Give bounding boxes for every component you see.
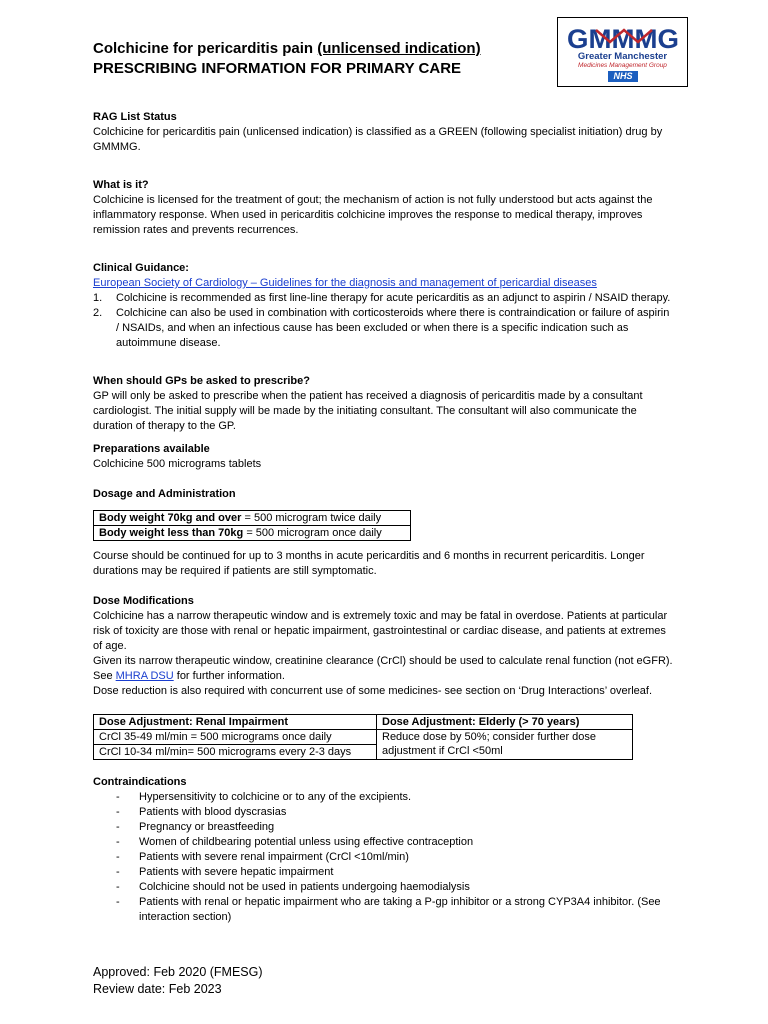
modifications-heading: Dose Modifications (93, 595, 194, 607)
list-item (93, 820, 673, 835)
svg-text:GMMMG: GMMMG (567, 24, 679, 52)
table-row (94, 730, 633, 745)
what-heading: What is it? (93, 179, 149, 191)
document-body (93, 110, 673, 925)
gmmmg-logo (557, 17, 688, 87)
list-item-text: Patients with severe hepatic impairment (139, 866, 334, 878)
logo-line-2: Medicines Management Group (578, 62, 667, 69)
renal-header: Dose Adjustment: Renal Impairment (94, 715, 377, 730)
list-item-text: Colchicine is recommended as first line-line therapy for acute pericarditis as an adjunct to aspirin / NSAID therapy. (116, 292, 671, 304)
list-item-text: Women of childbearing potential unless using effective contraception (139, 836, 474, 848)
dosage-cell (94, 511, 411, 526)
dosage-table (93, 510, 411, 541)
dash-bullet: - (116, 836, 120, 848)
dose-adjustment-table (93, 714, 633, 760)
elderly-header: Dose Adjustment: Elderly (> 70 years) (377, 715, 633, 730)
document-subtitle: PRESCRIBING INFORMATION FOR PRIMARY CARE (93, 60, 462, 77)
list-item-text: Patients with severe renal impairment (CrCl <10ml/min) (139, 851, 409, 863)
document-title (93, 40, 481, 58)
nhs-badge: NHS (608, 71, 638, 82)
mhra-dsu-link[interactable]: MHRA DSU (115, 670, 174, 682)
list-item-text: Hypersensitivity to colchicine or to any of the excipients. (139, 791, 412, 803)
clinical-heading: Clinical Guidance: (93, 262, 189, 274)
table-row (94, 526, 411, 541)
dosage-value: = 500 microgram once daily (243, 527, 382, 539)
logo-line-1: Greater Manchester (577, 51, 668, 62)
rag-heading: RAG List Status (93, 111, 177, 123)
renal-cell (94, 745, 377, 760)
what-text: Colchicine is licensed for the treatment of gout; the mechanism of action is not fully understood but acts against the inflammatory response. When used in pericarditis colchicine improves the response to medical therapy, improves remission rates and prevents recurrences. (93, 194, 653, 236)
document-footer (93, 964, 263, 998)
rag-text: Colchicine for pericarditis pain (unlicensed indication) is classified as a GREEN (following specialist initiation) drug by GMMMG. (93, 126, 663, 153)
esc-guidelines-link[interactable]: European Society of Cardiology – Guidelines for the diagnosis and management of pericardial diseases (93, 277, 597, 289)
contraindications-heading: Contraindications (93, 776, 187, 788)
list-number: 1. (93, 292, 103, 304)
list-item (93, 850, 673, 865)
renal-cell (94, 730, 377, 745)
renal-row-1: CrCl 35-49 ml/min = 500 micrograms once daily (99, 731, 332, 743)
dash-bullet: - (116, 896, 120, 908)
preparations-text: Colchicine 500 micrograms tablets (93, 458, 262, 470)
list-item (93, 880, 673, 895)
dash-bullet: - (116, 851, 120, 863)
list-item (93, 306, 673, 351)
dosage-label: Body weight less than 70kg (99, 527, 244, 539)
table-header-row (94, 715, 633, 730)
dosage-value: = 500 microgram twice daily (241, 512, 382, 524)
approved-date: Approved: Feb 2020 (FMESG) (93, 965, 263, 979)
dash-bullet: - (116, 866, 120, 878)
list-item (93, 790, 673, 805)
list-number: 2. (93, 307, 103, 319)
modifications-text-2: Given its narrow therapeutic window, creatinine clearance (CrCl) should be used to calculate renal function (not eGFR). See MHRA DSU for further information. (93, 655, 673, 682)
review-date: Review date: Feb 2023 (93, 982, 222, 996)
list-item-text: Colchicine should not be used in patients undergoing haemodialysis (139, 881, 470, 893)
dash-bullet: - (116, 881, 120, 893)
dosage-after-text: Course should be continued for up to 3 months in acute pericarditis and 6 months in recurrent pericarditis. Longer durations may be required if patients are still symptomatic. (93, 550, 645, 577)
gps-heading: When should GPs be asked to prescribe? (93, 375, 310, 387)
table-row (94, 511, 411, 526)
title-text: Colchicine for pericarditis pain (93, 40, 318, 57)
gmmmg-wordmark-icon (566, 24, 680, 52)
list-item (93, 291, 673, 306)
preparations-heading: Preparations available (93, 443, 210, 455)
gps-text: GP will only be asked to prescribe when the patient has received a diagnosis of pericarditis made by a consultant cardiologist. The initial supply will be made by the initiating consultant. The consultant will also communicate the duration of therapy to the GP. (93, 390, 643, 432)
dosage-label: Body weight 70kg and over (99, 512, 242, 524)
renal-row-2: CrCl 10-34 ml/min= 500 micrograms every 2-3 days (99, 746, 352, 758)
dash-bullet: - (116, 806, 120, 818)
dash-bullet: - (116, 791, 120, 803)
modifications-text-3: Dose reduction is also required with concurrent use of some medicines- see section on ‘Drug Interactions’ overleaf. (93, 685, 653, 697)
clinical-guidance-list (93, 291, 673, 351)
list-item (93, 805, 673, 820)
dosage-cell (94, 526, 411, 541)
list-item-text: Patients with renal or hepatic impairment who are taking a P-gp inhibitor or a strong CYP3A4 inhibitor. (See interaction section) (139, 896, 661, 923)
list-item (93, 835, 673, 850)
list-item (93, 895, 673, 925)
modifications-text-1: Colchicine has a narrow therapeutic window and is extremely toxic and may be fatal in overdose. Patients at particular risk of toxicity are those with renal or hepatic impairment, gastrointestinal or cardiac disease, and patients at extremes of age. (93, 610, 668, 652)
dash-bullet: - (116, 821, 120, 833)
list-item-text: Pregnancy or breastfeeding (139, 821, 275, 833)
contraindications-list (93, 790, 673, 925)
elderly-cell: Reduce dose by 50%; consider further dose adjustment if CrCl <50ml (377, 730, 633, 760)
dosage-heading: Dosage and Administration (93, 488, 236, 500)
list-item-text: Patients with blood dyscrasias (139, 806, 287, 818)
list-item (93, 865, 673, 880)
title-underlined-text: (unlicensed indication) (317, 40, 481, 57)
list-item-text: Colchicine can also be used in combination with corticosteroids where there is contraindication or failure of aspirin / NSAIDs, and when an infectious cause has been excluded or when there is a specific indication such as autoimmune disease. (116, 307, 670, 349)
